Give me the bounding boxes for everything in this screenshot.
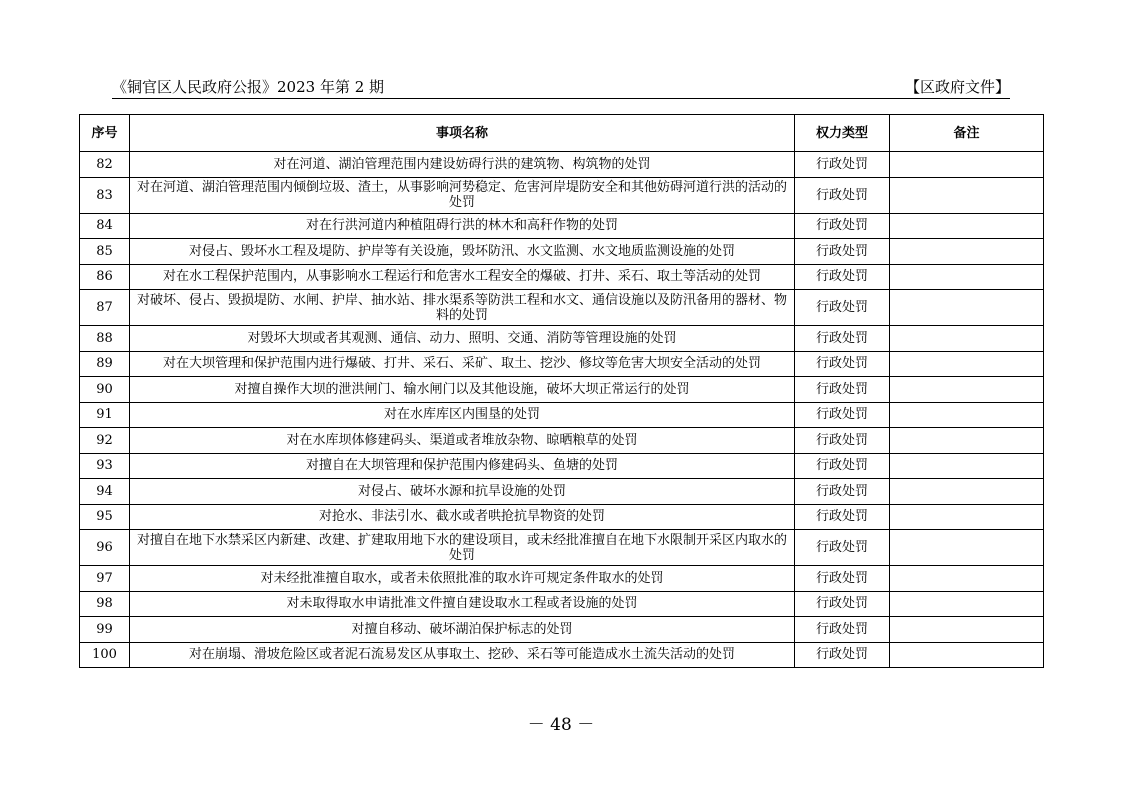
row-remarks [890, 377, 1044, 403]
table-row [80, 566, 1044, 592]
row-number: 85 [80, 239, 130, 265]
row-remarks [890, 177, 1044, 213]
row-number: 90 [80, 377, 130, 403]
row-power-type: 行政处罚 [795, 617, 890, 643]
row-remarks [890, 566, 1044, 592]
row-item-name: 对抢水、非法引水、截水或者哄抢抗旱物资的处罚 [130, 504, 795, 530]
table-row [80, 402, 1044, 428]
row-number: 93 [80, 453, 130, 479]
table-row [80, 617, 1044, 643]
table-row [80, 530, 1044, 566]
section-label: 【区政府文件】 [904, 78, 1010, 96]
row-power-type: 行政处罚 [795, 504, 890, 530]
row-power-type: 行政处罚 [795, 428, 890, 454]
row-power-type: 行政处罚 [795, 642, 890, 668]
row-item-name: 对在水库库区内围垦的处罚 [130, 402, 795, 428]
row-power-type: 行政处罚 [795, 290, 890, 326]
row-number: 98 [80, 591, 130, 617]
row-remarks [890, 504, 1044, 530]
row-item-name: 对在崩塌、滑坡危险区或者泥石流易发区从事取土、挖砂、采石等可能造成水土流失活动的处罚 [130, 642, 795, 668]
row-number: 92 [80, 428, 130, 454]
row-item-name: 对侵占、破坏水源和抗旱设施的处罚 [130, 479, 795, 505]
row-power-type: 行政处罚 [795, 239, 890, 265]
table-row [80, 642, 1044, 668]
table-row [80, 453, 1044, 479]
row-number: 97 [80, 566, 130, 592]
row-number: 91 [80, 402, 130, 428]
running-header [112, 76, 1010, 98]
table-row [80, 213, 1044, 239]
header-divider [112, 98, 1010, 99]
row-number: 94 [80, 479, 130, 505]
row-power-type: 行政处罚 [795, 326, 890, 352]
row-item-name: 对在大坝管理和保护范围内进行爆破、打井、采石、采矿、取土、挖沙、修坟等危害大坝安全活动的处罚 [130, 351, 795, 377]
row-power-type: 行政处罚 [795, 402, 890, 428]
row-item-name: 对在水库坝体修建码头、渠道或者堆放杂物、晾晒粮草的处罚 [130, 428, 795, 454]
publication-title: 《铜官区人民政府公报》2023 年第 2 期 [112, 78, 385, 96]
table-header-row [80, 115, 1044, 152]
row-item-name: 对破坏、侵占、毁损堤防、水闸、护岸、抽水站、排水渠系等防洪工程和水文、通信设施以及防汛备用的器材、物料的处罚 [130, 290, 795, 326]
row-number: 84 [80, 213, 130, 239]
table-row [80, 351, 1044, 377]
row-power-type: 行政处罚 [795, 453, 890, 479]
row-remarks [890, 402, 1044, 428]
row-item-name: 对在河道、湖泊管理范围内倾倒垃圾、渣土，从事影响河势稳定、危害河岸堤防安全和其他妨碍河道行洪的活动的处罚 [130, 177, 795, 213]
table-row [80, 326, 1044, 352]
row-remarks [890, 642, 1044, 668]
table-row [80, 428, 1044, 454]
row-item-name: 对未经批准擅自取水，或者未依照批准的取水许可规定条件取水的处罚 [130, 566, 795, 592]
column-header-remarks: 备注 [890, 115, 1044, 152]
row-number: 87 [80, 290, 130, 326]
table-row [80, 152, 1044, 178]
row-remarks [890, 264, 1044, 290]
row-remarks [890, 351, 1044, 377]
column-header-item-name: 事项名称 [130, 115, 795, 152]
row-number: 83 [80, 177, 130, 213]
table-row [80, 377, 1044, 403]
row-power-type: 行政处罚 [795, 591, 890, 617]
column-header-number: 序号 [80, 115, 130, 152]
table-row [80, 479, 1044, 505]
table-row [80, 264, 1044, 290]
column-header-power-type: 权力类型 [795, 115, 890, 152]
power-items-table [79, 114, 1044, 668]
row-number: 86 [80, 264, 130, 290]
row-number: 100 [80, 642, 130, 668]
row-item-name: 对擅自操作大坝的泄洪闸门、输水闸门以及其他设施，破坏大坝正常运行的处罚 [130, 377, 795, 403]
row-number: 96 [80, 530, 130, 566]
row-remarks [890, 428, 1044, 454]
row-power-type: 行政处罚 [795, 152, 890, 178]
row-item-name: 对在水工程保护范围内，从事影响水工程运行和危害水工程安全的爆破、打井、采石、取土等活动的处罚 [130, 264, 795, 290]
row-item-name: 对未取得取水申请批准文件擅自建设取水工程或者设施的处罚 [130, 591, 795, 617]
table-row [80, 177, 1044, 213]
row-power-type: 行政处罚 [795, 177, 890, 213]
row-remarks [890, 152, 1044, 178]
row-remarks [890, 213, 1044, 239]
row-item-name: 对擅自移动、破坏湖泊保护标志的处罚 [130, 617, 795, 643]
table-row [80, 504, 1044, 530]
row-number: 99 [80, 617, 130, 643]
row-item-name: 对在行洪河道内种植阻碍行洪的林木和高秆作物的处罚 [130, 213, 795, 239]
row-number: 95 [80, 504, 130, 530]
row-remarks [890, 591, 1044, 617]
row-remarks [890, 453, 1044, 479]
row-power-type: 行政处罚 [795, 264, 890, 290]
row-power-type: 行政处罚 [795, 479, 890, 505]
table-row [80, 591, 1044, 617]
row-number: 88 [80, 326, 130, 352]
row-number: 82 [80, 152, 130, 178]
row-item-name: 对擅自在大坝管理和保护范围内修建码头、鱼塘的处罚 [130, 453, 795, 479]
row-remarks [890, 530, 1044, 566]
row-power-type: 行政处罚 [795, 351, 890, 377]
table-row [80, 290, 1044, 326]
table-row [80, 239, 1044, 265]
row-item-name: 对擅自在地下水禁采区内新建、改建、扩建取用地下水的建设项目，或未经批准擅自在地下水限制开采区内取水的处罚 [130, 530, 795, 566]
row-power-type: 行政处罚 [795, 377, 890, 403]
row-remarks [890, 239, 1044, 265]
row-item-name: 对在河道、湖泊管理范围内建设妨碍行洪的建筑物、构筑物的处罚 [130, 152, 795, 178]
page-number: － 48 － [527, 715, 595, 735]
row-item-name: 对毁坏大坝或者其观测、通信、动力、照明、交通、消防等管理设施的处罚 [130, 326, 795, 352]
row-power-type: 行政处罚 [795, 566, 890, 592]
row-item-name: 对侵占、毁坏水工程及堤防、护岸等有关设施，毁坏防汛、水文监测、水文地质监测设施的处罚 [130, 239, 795, 265]
row-power-type: 行政处罚 [795, 530, 890, 566]
row-remarks [890, 479, 1044, 505]
row-number: 89 [80, 351, 130, 377]
row-remarks [890, 290, 1044, 326]
row-remarks [890, 617, 1044, 643]
row-remarks [890, 326, 1044, 352]
row-power-type: 行政处罚 [795, 213, 890, 239]
